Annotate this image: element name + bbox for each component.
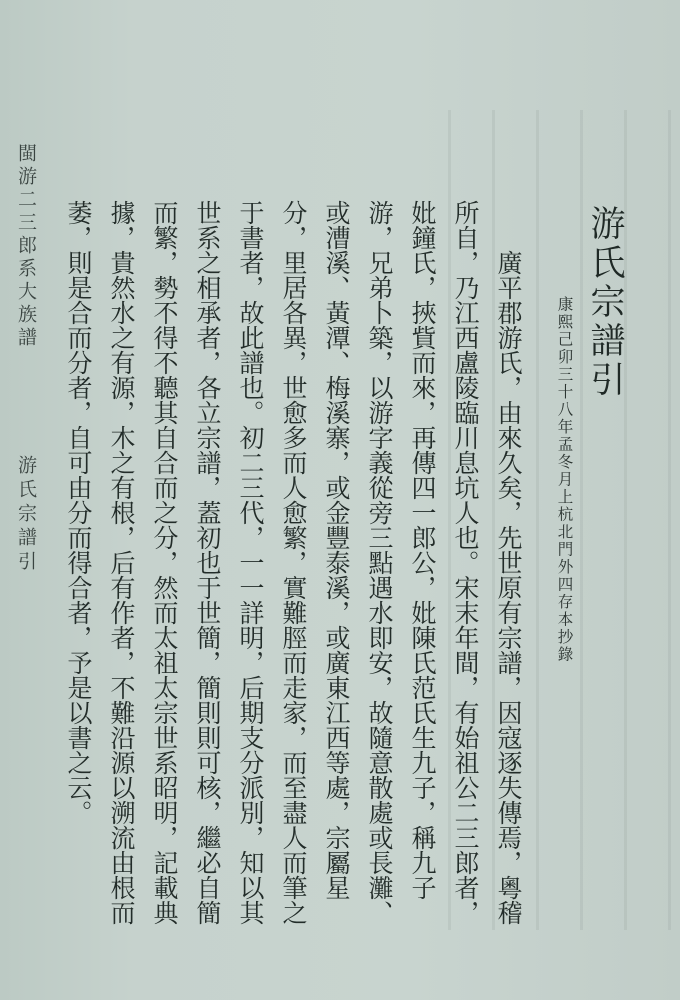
preface-paragraph: 廣平郡游氏，由來久矣，先世原有宗譜，因寇逐失傳焉，粵稽所自，乃江西盧陵臨川息坑人也。宋末年間，有始祖公二三郎者，妣鐘氏，挾貲而來，再傳四一郎公，妣陳氏范氏生九子，稱九子游，兄弟卜築，以游字義從旁三點遇水即安，故隨意散處或長灘、或漕溪、黃潭、梅溪寨，或金豐泰溪，或廣東江西等處，宗屬星分，里居各異，世愈多而人愈繁，實難脛而走家，而至盡人而筆之于書者，故此譜也。初二三代，一一詳明，后期支分派別，知以其世系之相承者，各立宗譜，蓋初也于世簡，簡則則可核，繼必自簡而繁，勢不得不聽其自合而之分，然而太祖太宗世系昭明，記載典據，貴然水之有源，木之有根，后有作者，不難沿源以溯流由根而萎，則是合而分者，自可由分而得合者，予是以書之云。 bbox=[64, 200, 523, 925]
page-title: 游氏宗譜引 bbox=[585, 205, 625, 400]
preface-body bbox=[64, 200, 530, 940]
running-head-section-title: 游氏宗譜引 bbox=[15, 455, 37, 575]
copy-source-note: 康熙己卯三十八年孟冬月上杭北門外四存本抄錄 bbox=[555, 296, 574, 664]
running-head-book-title: 閩游二三郎系大族譜 bbox=[15, 143, 37, 350]
